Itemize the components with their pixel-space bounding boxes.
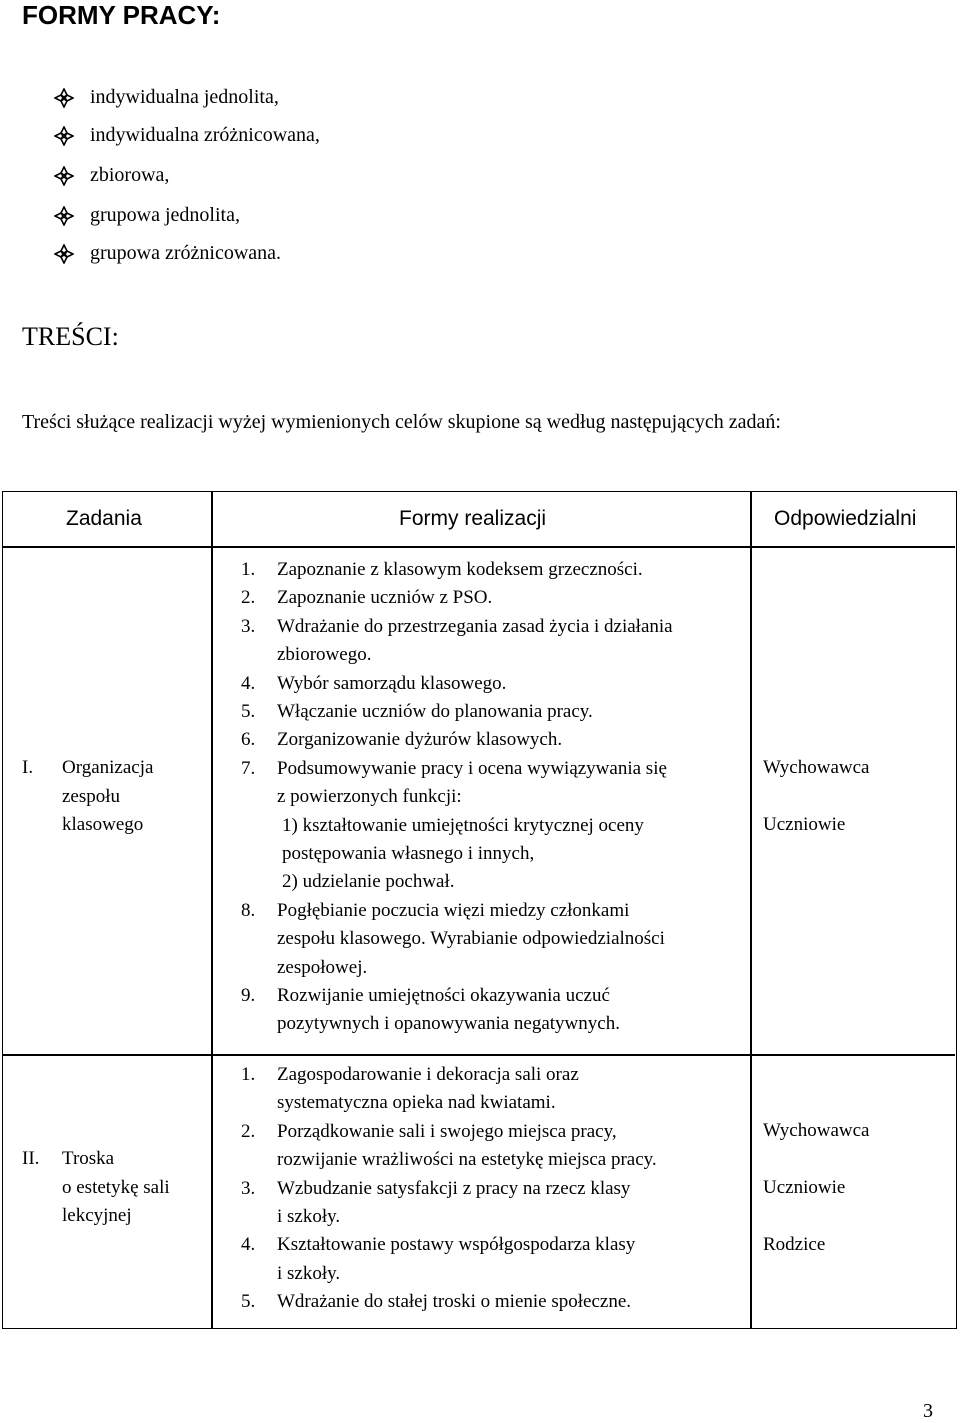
task-line: zespołu — [62, 786, 121, 807]
responsible-line: Wychowawca — [763, 757, 870, 778]
forms-bullet-4: grupowa jednolita, — [90, 204, 240, 226]
page-number: 3 — [923, 1400, 933, 1422]
responsible-line: Rodzice — [763, 1234, 826, 1255]
item-text: Włączanie uczniów do planowania pracy. — [277, 701, 593, 722]
forms-bullet-5: grupowa zróżnicowana. — [90, 242, 282, 264]
task-line: Organizacja — [62, 757, 154, 778]
item-text: Rozwijanie umiejętności okazywania uczuć — [277, 985, 610, 1006]
forms-bullet-2: indywidualna zróżnicowana, — [90, 124, 320, 146]
row-numeral: I. — [22, 757, 34, 778]
forms-list — [241, 1061, 741, 1321]
item-text: pozytywnych i opanowywania negatywnych. — [277, 1013, 620, 1035]
item-text: Zorganizowanie dyżurów klasowych. — [277, 729, 563, 751]
item-text: Kształtowanie postawy współgospodarza klasy — [277, 1234, 636, 1256]
item-number: 2. — [241, 587, 256, 609]
item-text: Podsumowywanie pracy i ocena wywiązywania się — [277, 757, 667, 779]
item-text: Wdrażanie do przestrzegania zasad życia i działania — [277, 615, 673, 637]
item-number: 2. — [241, 1120, 256, 1142]
diamond-bullet-icon — [54, 206, 74, 226]
item-text: 2) udzielanie pochwał. — [282, 871, 455, 893]
item-text: rozwijanie wrażliwości na estetykę miejsca pracy. — [277, 1149, 657, 1171]
table-divider — [211, 492, 213, 1328]
item-number: 4. — [241, 1234, 256, 1256]
item-text: zespołu klasowego. Wyrabianie odpowiedzialności — [277, 928, 665, 950]
item-number: 1. — [241, 559, 256, 580]
task-line: Troska — [62, 1148, 115, 1169]
item-text: Porządkowanie sali i swojego miejsca pracy, — [277, 1120, 617, 1142]
table-divider — [3, 1054, 955, 1056]
item-text: i szkoły. — [277, 1206, 341, 1227]
item-number: 1. — [241, 1064, 256, 1085]
item-text: z powierzonych funkcji: — [277, 786, 462, 808]
row-numeral: II. — [22, 1148, 40, 1169]
item-text: zespołowej. — [277, 956, 368, 978]
item-number: 4. — [241, 672, 256, 694]
header-tasks: Zadania — [66, 507, 142, 530]
item-text: 1) kształtowanie umiejętności krytycznej oceny — [282, 814, 644, 836]
item-text: i szkoły. — [277, 1262, 341, 1284]
item-text: Wybór samorządu klasowego. — [277, 672, 507, 694]
responsible-line: Uczniowie — [763, 814, 846, 835]
item-number: 7. — [241, 757, 256, 779]
table-divider — [3, 546, 955, 548]
forms-bullet-3: zbiorowa, — [90, 164, 170, 186]
header-forms: Formy realizacji — [399, 507, 547, 530]
forms-bullet-1: indywidualna jednolita, — [90, 86, 279, 108]
task-line: klasowego — [62, 814, 144, 835]
forms-list — [241, 556, 741, 1046]
item-number: 3. — [241, 1177, 256, 1199]
item-text: Wzbudzanie satysfakcji z pracy na rzecz klasy — [277, 1177, 631, 1199]
task-line: lekcyjnej — [62, 1205, 132, 1226]
item-text: Pogłębianie poczucia więzi miedzy członkami — [277, 899, 630, 921]
item-text: Zapoznanie uczniów z PSO. — [277, 587, 493, 609]
diamond-bullet-icon — [54, 126, 74, 146]
item-number: 5. — [241, 701, 256, 722]
diamond-bullet-icon — [54, 166, 74, 186]
item-number: 6. — [241, 729, 256, 751]
item-text: Zapoznanie z klasowym kodeksem grzeczności. — [277, 559, 643, 580]
item-number: 5. — [241, 1291, 256, 1313]
item-text: postępowania własnego i innych, — [282, 843, 535, 864]
item-number: 3. — [241, 615, 256, 637]
header-responsible: Odpowiedzialni — [774, 507, 917, 530]
item-number: 8. — [241, 899, 256, 921]
diamond-bullet-icon — [54, 244, 74, 264]
item-text: Zagospodarowanie i dekoracja sali oraz — [277, 1064, 579, 1085]
task-line: o estetykę sali — [62, 1177, 170, 1198]
table-divider — [750, 492, 752, 1328]
responsible-line: Wychowawca — [763, 1120, 870, 1141]
item-text: Wdrażanie do stałej troski o mienie społeczne. — [277, 1291, 632, 1313]
responsible-line: Uczniowie — [763, 1177, 846, 1198]
contents-intro: Treści służące realizacji wyżej wymienionych celów skupione są według następujących zadań: — [22, 411, 781, 433]
item-text: zbiorowego. — [277, 644, 372, 666]
item-number: 9. — [241, 985, 256, 1006]
item-text: systematyczna opieka nad kwiatami. — [277, 1092, 556, 1114]
contents-heading: TREŚCI: — [22, 322, 119, 351]
diamond-bullet-icon — [54, 88, 74, 108]
forms-heading: FORMY PRACY: — [22, 0, 221, 30]
